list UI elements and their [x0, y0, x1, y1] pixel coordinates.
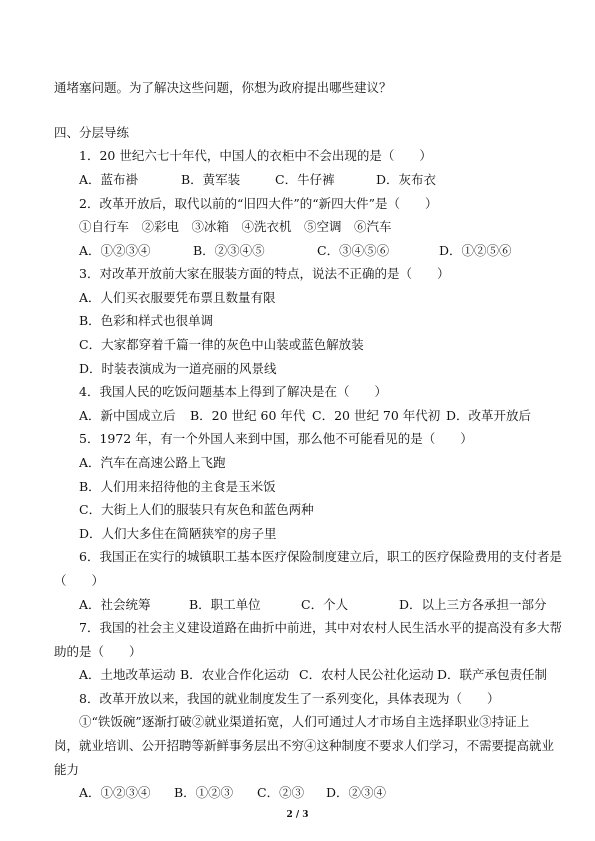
page-number: 2 / 3 — [286, 810, 309, 820]
question-6-stem: 6．我国正在实行的城镇职工基本医疗保险制度建立后，职工的医疗保险费用的支付者是 — [79, 549, 562, 564]
option-a: A．蓝布褂 — [79, 172, 139, 187]
question-5-option-c: C．大街上人们的服装只有灰色和蓝色两种 — [79, 502, 314, 517]
option-a: A．土地改革运动 — [79, 667, 176, 682]
intro-text: 通堵塞问题。为了解决这些问题，你想为政府提出哪些建议？ — [54, 80, 392, 95]
question-7-stem: 7．我国的社会主义建设道路在曲折中前进，其中对农村人民生活水平的提高没有多大帮 — [79, 620, 562, 635]
question-5-option-d: D．人们大多住在简陋狭窄的房子里 — [79, 526, 277, 541]
question-7-stem-cont: 助的是（ ） — [54, 644, 142, 659]
option-a: A．①②③④ — [79, 785, 151, 800]
option-a: A．新中国成立后 — [79, 408, 176, 423]
option-c: C．个人 — [301, 597, 349, 612]
option-c: C．③④⑤⑥ — [317, 243, 390, 258]
option-b: B．职工单位 — [189, 597, 261, 612]
option-d: D．②③④ — [326, 785, 387, 800]
option-c: C．牛仔裤 — [275, 172, 335, 187]
question-3-stem: 3．对改革开放前大家在服装方面的特点，说法不正确的是（ ） — [79, 266, 450, 281]
question-8-statements-end: 能力 — [54, 762, 80, 777]
option-a: A．①②③④ — [79, 243, 151, 258]
question-3-option-c: C．大家都穿着千篇一律的灰色中山装或蓝色解放装 — [79, 337, 364, 352]
section-title: 四、分层导练 — [54, 125, 130, 140]
question-8-statements-cont: 岗，就业培训、公开招聘等新鲜事务层出不穷④这种制度不要求人们学习，不需要提高就业 — [54, 738, 555, 753]
option-d: D．联产承包责任制 — [437, 667, 548, 682]
question-5-option-a: A．汽车在高速公路上飞跑 — [79, 455, 226, 470]
option-d: D．以上三方各承担一部分 — [399, 597, 547, 612]
option-d: D．①②⑤⑥ — [439, 243, 512, 258]
question-3-option-b: B．色彩和样式也很单调 — [79, 313, 214, 328]
option-a: A．社会统筹 — [79, 597, 151, 612]
question-2-items: ①自行车 ②彩电 ③冰箱 ④洗衣机 ⑤空调 ⑥汽车 — [79, 219, 392, 234]
question-3-option-d: D．时装表演成为一道亮丽的风景线 — [79, 361, 277, 376]
option-b: B．20 世纪 60 年代 — [190, 408, 306, 423]
question-8-stem: 8．改革开放以来，我国的就业制度发生了一系列变化，具体表现为（ ） — [79, 691, 500, 706]
question-8-statements: ①“铁饭碗”逐渐打破②就业渠道拓宽，人们可通过人才市场自主选择职业③持证上 — [79, 714, 530, 729]
question-2-stem: 2．改革开放后，取代以前的“旧四大件”的“新四大件”是（ ） — [79, 196, 438, 211]
option-c: C．农村人民公社化运动 — [299, 667, 434, 682]
question-5-option-b: B．人们用来招待他的主食是玉米饭 — [79, 479, 276, 494]
option-b: B．①②③ — [174, 785, 234, 800]
question-4-stem: 4．我国人民的吃饭问题基本上得到了解决是在（ ） — [79, 384, 387, 399]
question-3-option-a: A．人们买衣服要凭布票且数量有限 — [79, 290, 276, 305]
option-b: B．黄军装 — [181, 172, 241, 187]
option-b: B．农业合作化运动 — [180, 667, 290, 682]
question-6-stem-cont: （ ） — [54, 573, 105, 588]
option-d: D．改革开放后 — [446, 408, 532, 423]
option-b: B．②③④⑤ — [193, 243, 265, 258]
option-c: C．20 世纪 70 年代初 — [312, 408, 441, 423]
option-c: C．②③ — [257, 785, 305, 800]
option-d: D．灰布衣 — [376, 172, 437, 187]
question-5-stem: 5．1972 年，有一个外国人来到中国，那么他不可能看见的是（ ） — [79, 431, 473, 446]
question-1-stem: 1．20 世纪六七十年代，中国人的衣柜中不会出现的是（ ） — [79, 148, 432, 163]
